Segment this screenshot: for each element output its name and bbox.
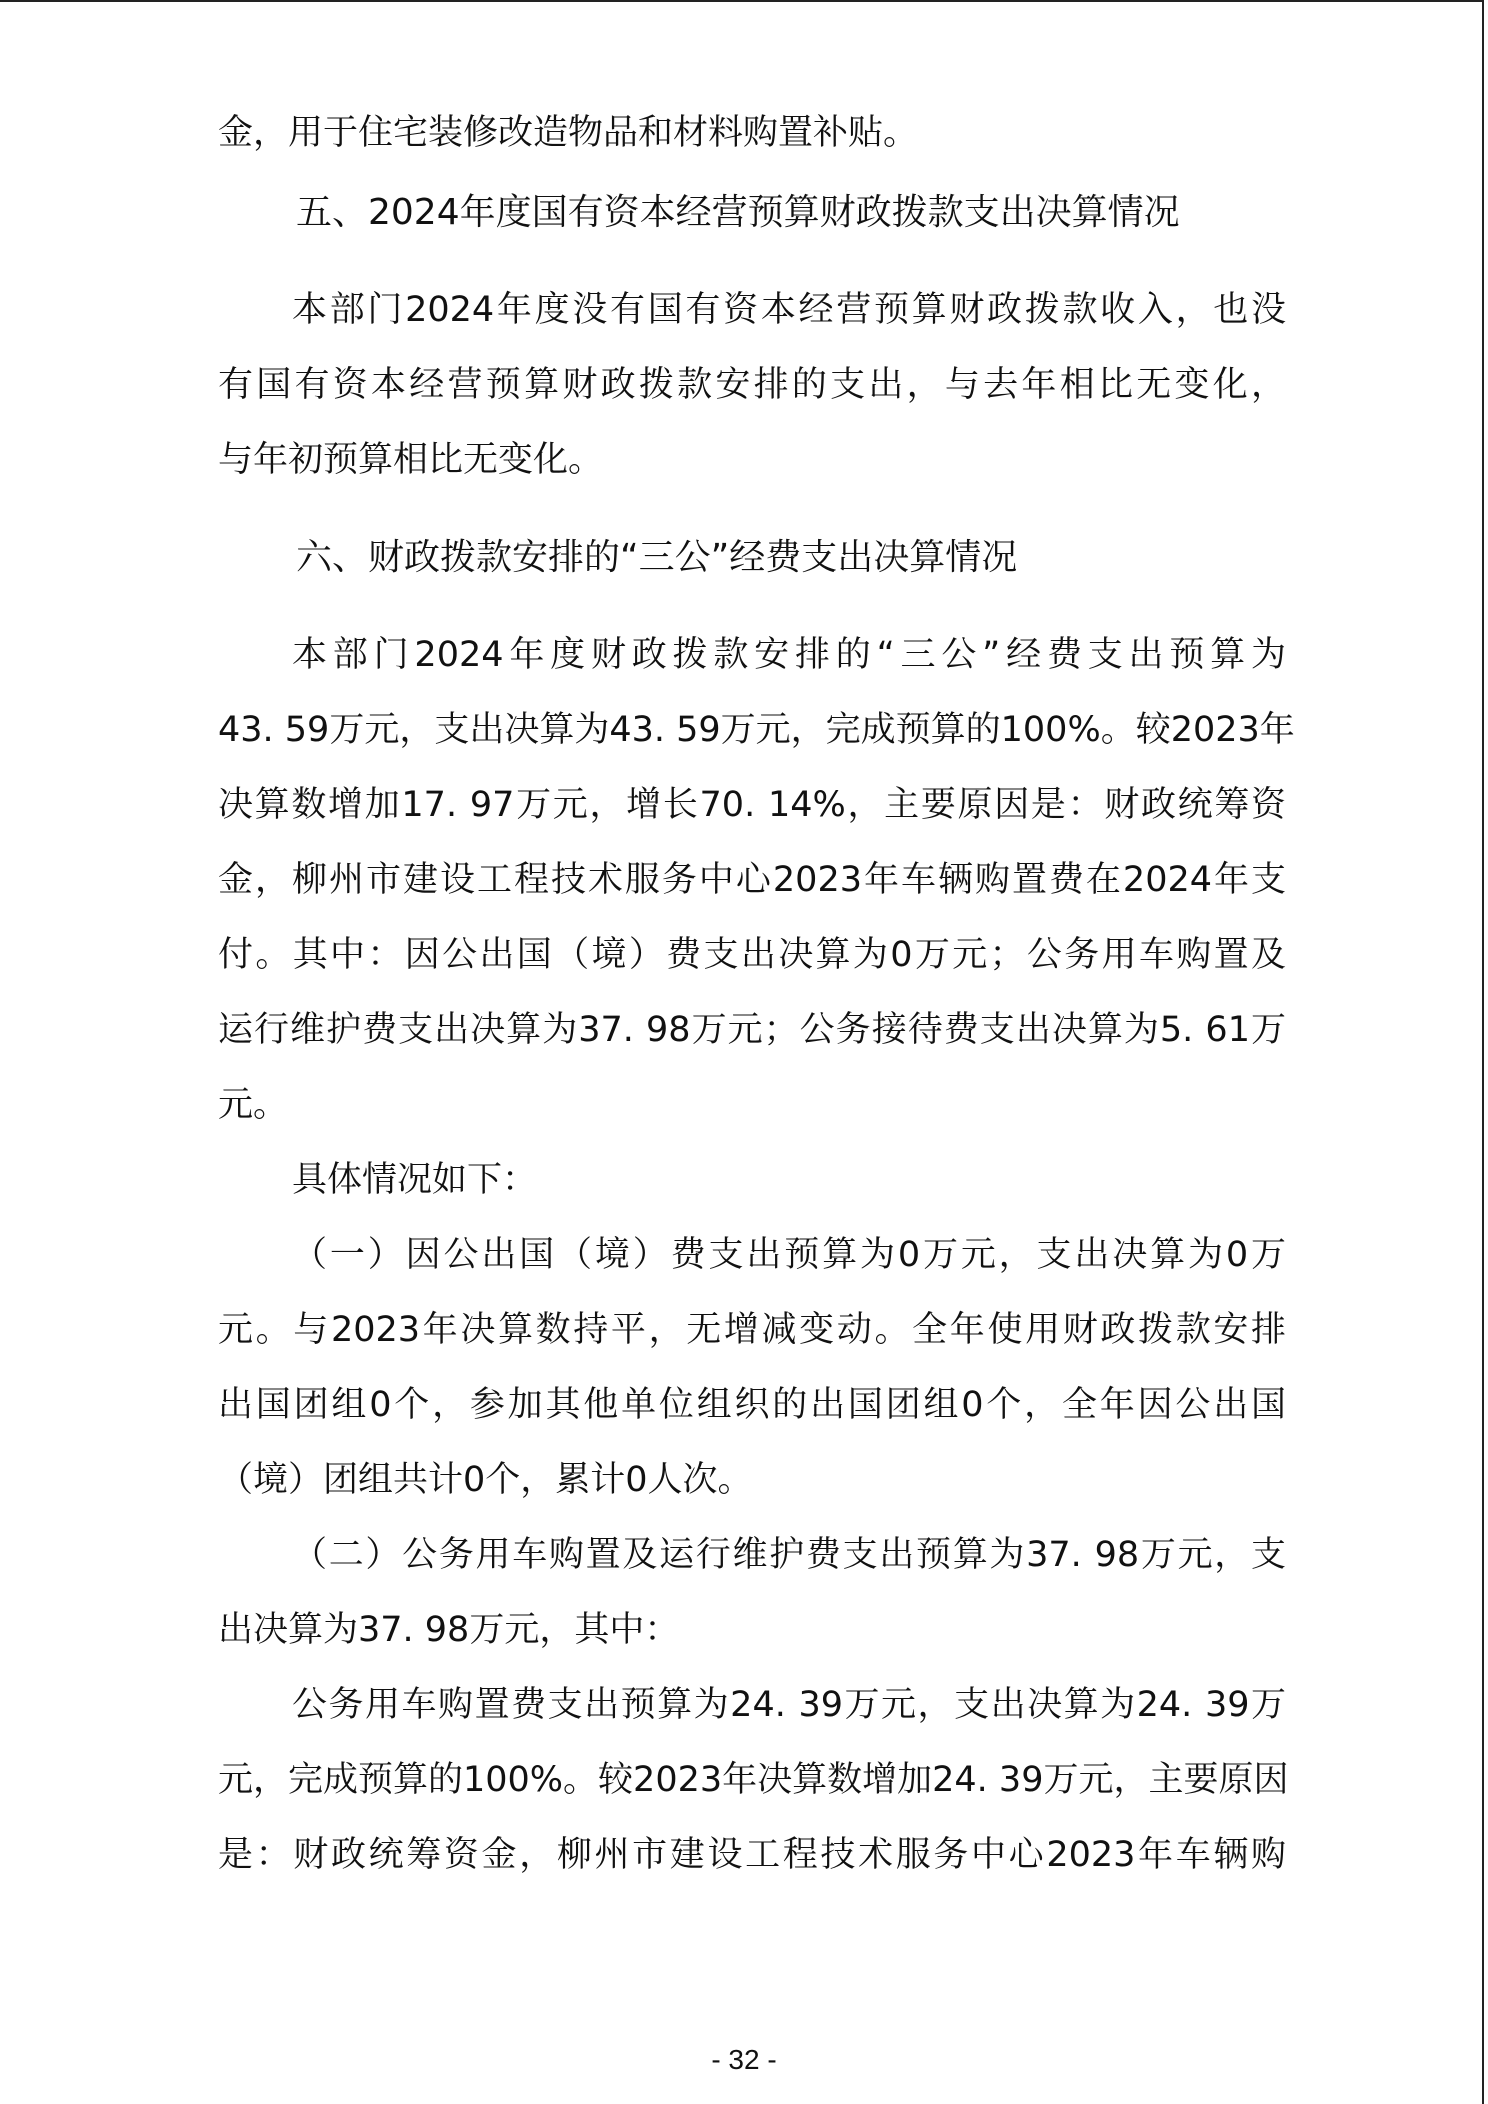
text-line: 出决算为37. 98万元，其中： [218,1610,680,1650]
text-line: 与年初预算相比无变化。 [218,440,604,480]
text-line: 是：财政统筹资金，柳州市建设工程技术服务中心2023年车辆购 [218,1835,1286,1875]
paragraph-details-intro [218,1143,1286,1218]
text-line: 有国有资本经营预算财政拨款安排的支出，与去年相比无变化， [218,365,1286,405]
text-line: （二）公务用车购置及运行维护费支出预算为37. 98万元，支 [292,1535,1286,1575]
paragraph-state-capital [218,273,1286,498]
text-line: 公务用车购置费支出预算为24. 39万元，支出决算为24. 39万 [292,1685,1286,1725]
text-line: 出国团组0个，参加其他单位组织的出国团组0个，全年因公出国 [218,1385,1286,1425]
paragraph-three-public-expenses [218,618,1295,1143]
page-number: - 32 - [711,2044,777,2075]
text-line: 金，柳州市建设工程技术服务中心2023年车辆购置费在2024年支 [218,860,1286,900]
text-line: 本部门2024年度没有国有资本经营预算财政拨款收入，也没 [292,290,1286,330]
text-line: 决算数增加17. 97万元，增长70. 14%，主要原因是：财政统筹资 [218,785,1286,825]
text-line: 本部门2024年度财政拨款安排的“三公”经费支出预算为 [292,635,1286,675]
text-line: （一）因公出国（境）费支出预算为0万元，支出决算为0万 [292,1235,1286,1275]
text-line: 43. 59万元，支出决算为43. 59万元，完成预算的100%。较2023年 [218,710,1295,750]
text-line: 金，用于住宅装修改造物品和材料购置补贴。 [218,113,919,153]
paragraph-vehicle-purchase [218,1668,1289,1893]
paragraph-item-overseas [218,1218,1286,1518]
text-line: 运行维护费支出决算为37. 98万元；公务接待费支出决算为5. 61万 [218,1010,1286,1050]
text-line: 具体情况如下： [292,1160,538,1200]
section-heading-6: 六、财政拨款安排的“三公”经费支出决算情况 [296,537,1018,578]
paragraph-continuation [218,96,1286,171]
paragraph-item-vehicles [218,1518,1286,1668]
text-line: 付。其中：因公出国（境）费支出决算为0万元；公务用车购置及 [218,935,1286,975]
text-line: 元。与2023年决算数持平，无增减变动。全年使用财政拨款安排 [218,1310,1286,1350]
document-body [218,96,1295,1893]
text-line: 元，完成预算的100%。较2023年决算数增加24. 39万元，主要原因 [218,1760,1289,1800]
text-line: 元。 [218,1085,289,1125]
section-heading-5: 五、2024年度国有资本经营预算财政拨款支出决算情况 [296,192,1180,233]
text-line: （境）团组共计0个，累计0人次。 [218,1460,753,1500]
